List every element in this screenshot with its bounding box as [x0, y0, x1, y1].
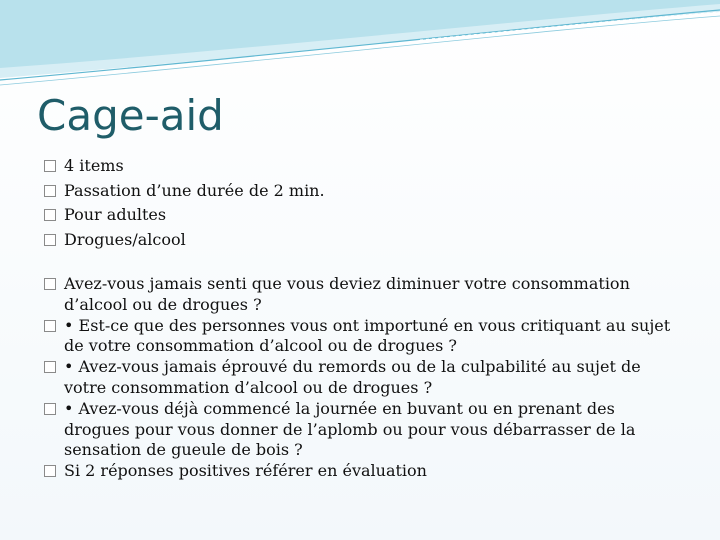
- slide-title: Cage-aid: [37, 91, 224, 140]
- list-item-text: 4 items: [64, 156, 124, 175]
- question-list: [44, 274, 684, 482]
- checkbox-bullet-icon: [44, 320, 56, 332]
- list-item-text: Si 2 réponses positives référer en évaluation: [64, 461, 427, 481]
- list-item: [44, 154, 604, 179]
- checkbox-bullet-icon: [44, 361, 56, 373]
- checkbox-bullet-icon: [44, 278, 56, 290]
- checkbox-bullet-icon: [44, 403, 56, 415]
- checkbox-bullet-icon: [44, 234, 56, 246]
- checkbox-bullet-icon: [44, 209, 56, 221]
- list-item-text: Avez-vous jamais senti que vous deviez diminuer votre consommation d’alcool ou de drogues ?: [64, 274, 630, 314]
- list-item: [44, 316, 684, 358]
- list-item: [44, 399, 684, 461]
- list-item-text: Pour adultes: [64, 205, 167, 224]
- list-item-text: • Avez-vous déjà commencé la journée en buvant ou en prenant des drogues pour vous donner de l’aplomb ou pour vous débarrasser de la sensation de gueule de bois ?: [64, 398, 636, 460]
- list-item: [44, 274, 684, 316]
- list-item: [44, 203, 604, 228]
- checkbox-bullet-icon: [44, 465, 56, 477]
- header-wave-decoration: [0, 0, 720, 90]
- list-item: [44, 179, 604, 204]
- list-item: [44, 228, 604, 253]
- checkbox-bullet-icon: [44, 160, 56, 172]
- checkbox-bullet-icon: [44, 185, 56, 197]
- list-item-text: • Avez-vous jamais éprouvé du remords ou de la culpabilité au sujet de votre consommation d’alcool ou de drogues ?: [64, 357, 641, 397]
- list-item-text: Passation d’une durée de 2 min.: [64, 180, 325, 200]
- summary-list: [44, 154, 604, 252]
- list-item-text: • Est-ce que des personnes vous ont importuné en vous critiquant au sujet de votre consommation d’alcool ou de drogues ?: [64, 315, 671, 356]
- list-item: [44, 357, 684, 399]
- list-item: [44, 461, 684, 482]
- list-item-text: Drogues/alcool: [64, 229, 186, 249]
